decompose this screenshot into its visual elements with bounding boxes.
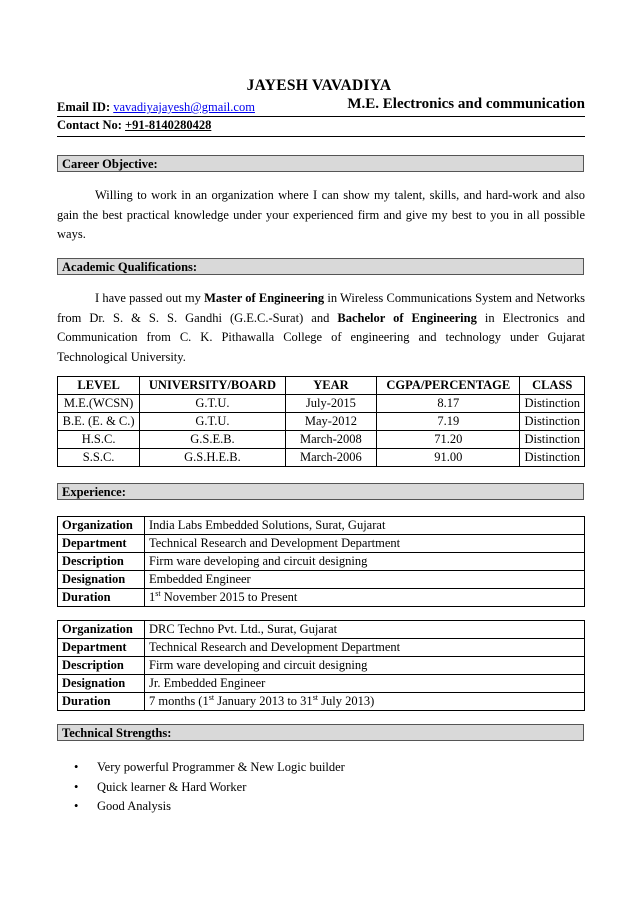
label-department: Department bbox=[58, 639, 145, 657]
email-link[interactable]: vavadiyajayesh@gmail.com bbox=[113, 100, 255, 114]
experience-table-1 bbox=[57, 516, 585, 607]
table-row bbox=[58, 675, 585, 693]
header-divider bbox=[57, 116, 585, 117]
col-university: UNIVERSITY/BOARD bbox=[140, 377, 285, 395]
table-row bbox=[58, 449, 585, 467]
cell-university: G.T.U. bbox=[140, 413, 285, 431]
table-row bbox=[58, 589, 585, 607]
label-organization: Organization bbox=[58, 517, 145, 535]
table-row bbox=[58, 413, 585, 431]
table-row bbox=[58, 517, 585, 535]
cell-university: G.S.H.E.B. bbox=[140, 449, 285, 467]
value-organization: DRC Techno Pvt. Ltd., Surat, Gujarat bbox=[145, 621, 585, 639]
label-description: Description bbox=[58, 657, 145, 675]
table-row bbox=[58, 553, 585, 571]
table-row bbox=[58, 693, 585, 711]
contact-number: +91-8140280428 bbox=[125, 118, 212, 132]
cell-cgpa: 91.00 bbox=[377, 449, 520, 467]
cell-level: S.S.C. bbox=[58, 449, 140, 467]
career-objective-text: Willing to work in an organization where I can show my talent, skills, and hard-work and also gain the best practical knowledge under your experienced firm and give my best to you in all possible ways. bbox=[57, 188, 585, 241]
label-organization: Organization bbox=[58, 621, 145, 639]
label-duration: Duration bbox=[58, 589, 145, 607]
col-cgpa: CGPA/PERCENTAGE bbox=[377, 377, 520, 395]
experience-heading: Experience: bbox=[57, 483, 584, 500]
list-item: • Quick learner & Hard Worker bbox=[97, 778, 345, 798]
table-row bbox=[58, 639, 585, 657]
col-year: YEAR bbox=[285, 377, 376, 395]
cell-cgpa: 71.20 bbox=[377, 431, 520, 449]
label-designation: Designation bbox=[58, 675, 145, 693]
degree-title: M.E. Electronics and communication bbox=[347, 96, 585, 112]
career-objective-heading: Career Objective: bbox=[57, 155, 584, 172]
experience-table-2 bbox=[57, 620, 585, 711]
col-level: LEVEL bbox=[58, 377, 140, 395]
contact-divider bbox=[57, 136, 585, 137]
cell-cgpa: 8.17 bbox=[377, 395, 520, 413]
email-label: Email ID: bbox=[57, 100, 114, 114]
academic-text: I have passed out my Master of Engineering in Wireless Communications System and Networks from Dr. S. & S. S. Gandhi (G.E.C.-Surat) and Bachelor of Engineering in Electronics and Communication from C. K. Pithawalla College of engineering and technology under Gujarat Technological University. bbox=[57, 291, 585, 364]
table-row bbox=[58, 657, 585, 675]
academic-table bbox=[57, 376, 585, 467]
value-department: Technical Research and Development Department bbox=[145, 535, 585, 553]
value-duration: 1st November 2015 to Present bbox=[145, 589, 585, 607]
value-duration: 7 months (1st January 2013 to 31st July 2013) bbox=[145, 693, 585, 711]
col-class: CLASS bbox=[520, 377, 585, 395]
technical-strengths-heading: Technical Strengths: bbox=[57, 724, 584, 741]
cell-university: G.S.E.B. bbox=[140, 431, 285, 449]
list-item: • Good Analysis bbox=[97, 797, 345, 817]
value-designation: Embedded Engineer bbox=[145, 571, 585, 589]
value-description: Firm ware developing and circuit designing bbox=[145, 657, 585, 675]
candidate-name: JAYESH VAVADIYA bbox=[246, 77, 392, 94]
value-description: Firm ware developing and circuit designing bbox=[145, 553, 585, 571]
label-description: Description bbox=[58, 553, 145, 571]
list-item: • Very powerful Programmer & New Logic builder bbox=[97, 758, 345, 778]
value-organization: India Labs Embedded Solutions, Surat, Gujarat bbox=[145, 517, 585, 535]
cell-level: H.S.C. bbox=[58, 431, 140, 449]
table-row bbox=[58, 535, 585, 553]
strengths-list bbox=[57, 758, 345, 817]
academic-table-header bbox=[58, 377, 585, 395]
cell-year: July-2015 bbox=[285, 395, 376, 413]
value-department: Technical Research and Development Department bbox=[145, 639, 585, 657]
contact-row bbox=[57, 118, 211, 133]
table-row bbox=[58, 621, 585, 639]
email-row bbox=[57, 98, 585, 116]
table-row bbox=[58, 395, 585, 413]
cell-class: Distinction bbox=[520, 449, 585, 467]
cell-cgpa: 7.19 bbox=[377, 413, 520, 431]
cell-class: Distinction bbox=[520, 395, 585, 413]
cell-level: M.E.(WCSN) bbox=[58, 395, 140, 413]
academic-heading: Academic Qualifications: bbox=[57, 258, 584, 275]
label-duration: Duration bbox=[58, 693, 145, 711]
value-designation: Jr. Embedded Engineer bbox=[145, 675, 585, 693]
table-row bbox=[58, 431, 585, 449]
cell-year: May-2012 bbox=[285, 413, 376, 431]
table-row bbox=[58, 571, 585, 589]
cell-university: G.T.U. bbox=[140, 395, 285, 413]
contact-label: Contact No: bbox=[57, 118, 126, 132]
cell-year: March-2006 bbox=[285, 449, 376, 467]
cell-class: Distinction bbox=[520, 413, 585, 431]
cell-year: March-2008 bbox=[285, 431, 376, 449]
label-designation: Designation bbox=[58, 571, 145, 589]
cell-level: B.E. (E. & C.) bbox=[58, 413, 140, 431]
cell-class: Distinction bbox=[520, 431, 585, 449]
label-department: Department bbox=[58, 535, 145, 553]
